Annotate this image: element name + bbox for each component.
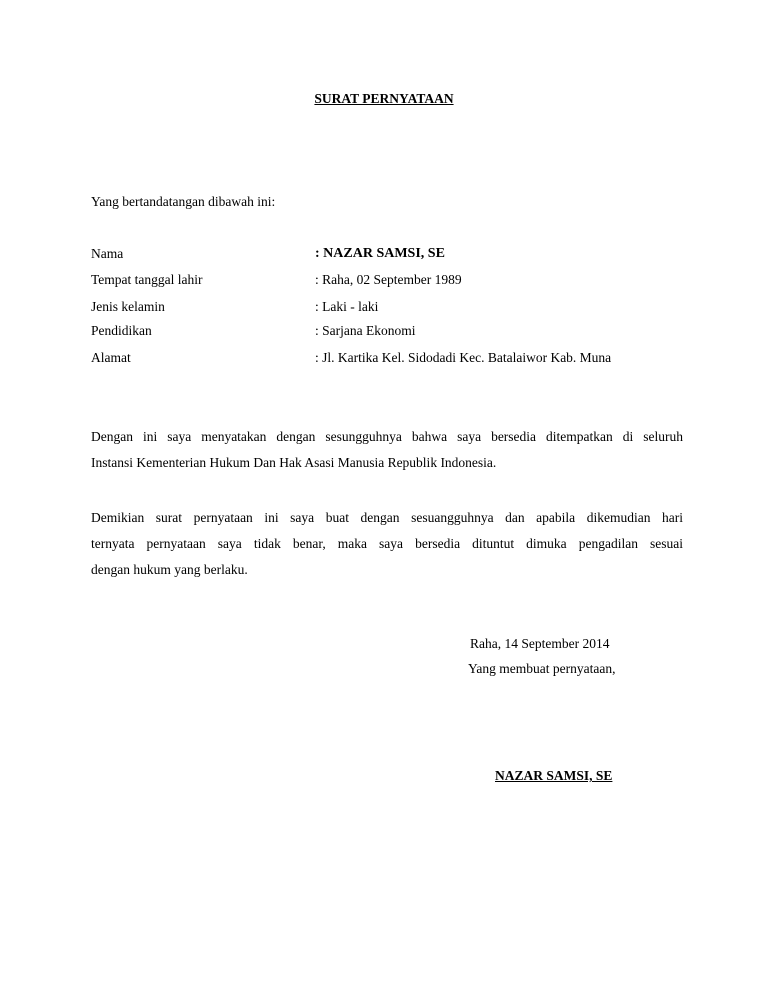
field-label-pendidikan: Pendidikan	[91, 323, 152, 338]
signature-name: NAZAR SAMSI, SE	[495, 768, 613, 783]
paragraph-statement	[91, 424, 683, 476]
document-title-text: SURAT PERNYATAAN	[314, 91, 454, 106]
paragraph-closing-line-2: ternyata pernyataan saya tidak benar, maka saya bersedia dituntut dimuka pengadilan sesuai	[91, 536, 683, 551]
field-value-nama: : NAZAR SAMSI, SE	[315, 246, 445, 261]
paragraph-statement-line-1: Dengan ini saya menyatakan dengan sesungguhnya bahwa saya bersedia ditempatkan di seluruh	[91, 429, 683, 444]
field-value-pendidikan: : Sarjana Ekonomi	[315, 323, 416, 338]
field-label-ttl: Tempat tanggal lahir	[91, 272, 203, 287]
field-label-jenis-kelamin: Jenis kelamin	[91, 299, 165, 314]
field-value-ttl: : Raha, 02 September 1989	[315, 272, 462, 287]
paragraph-closing	[91, 505, 683, 583]
intro-text: Yang bertandatangan dibawah ini:	[91, 194, 276, 209]
field-label-nama: Nama	[91, 246, 124, 261]
field-value-jenis-kelamin: : Laki - laki	[315, 299, 379, 314]
signature-place-date: Raha, 14 September 2014	[470, 636, 610, 651]
paragraph-closing-line-3: dengan hukum yang berlaku.	[91, 562, 248, 577]
field-value-alamat: : Jl. Kartika Kel. Sidodadi Kec. Batalaiwor Kab. Muna	[315, 350, 612, 365]
document-title	[0, 91, 768, 107]
signature-role: Yang membuat pernyataan,	[468, 661, 616, 676]
field-label-alamat: Alamat	[91, 350, 131, 365]
paragraph-statement-line-2: Instansi Kementerian Hukum Dan Hak Asasi Manusia Republik Indonesia.	[91, 455, 497, 470]
paragraph-closing-line-1: Demikian surat pernyataan ini saya buat dengan sesuangguhnya dan apabila dikemudian hari	[91, 510, 683, 525]
